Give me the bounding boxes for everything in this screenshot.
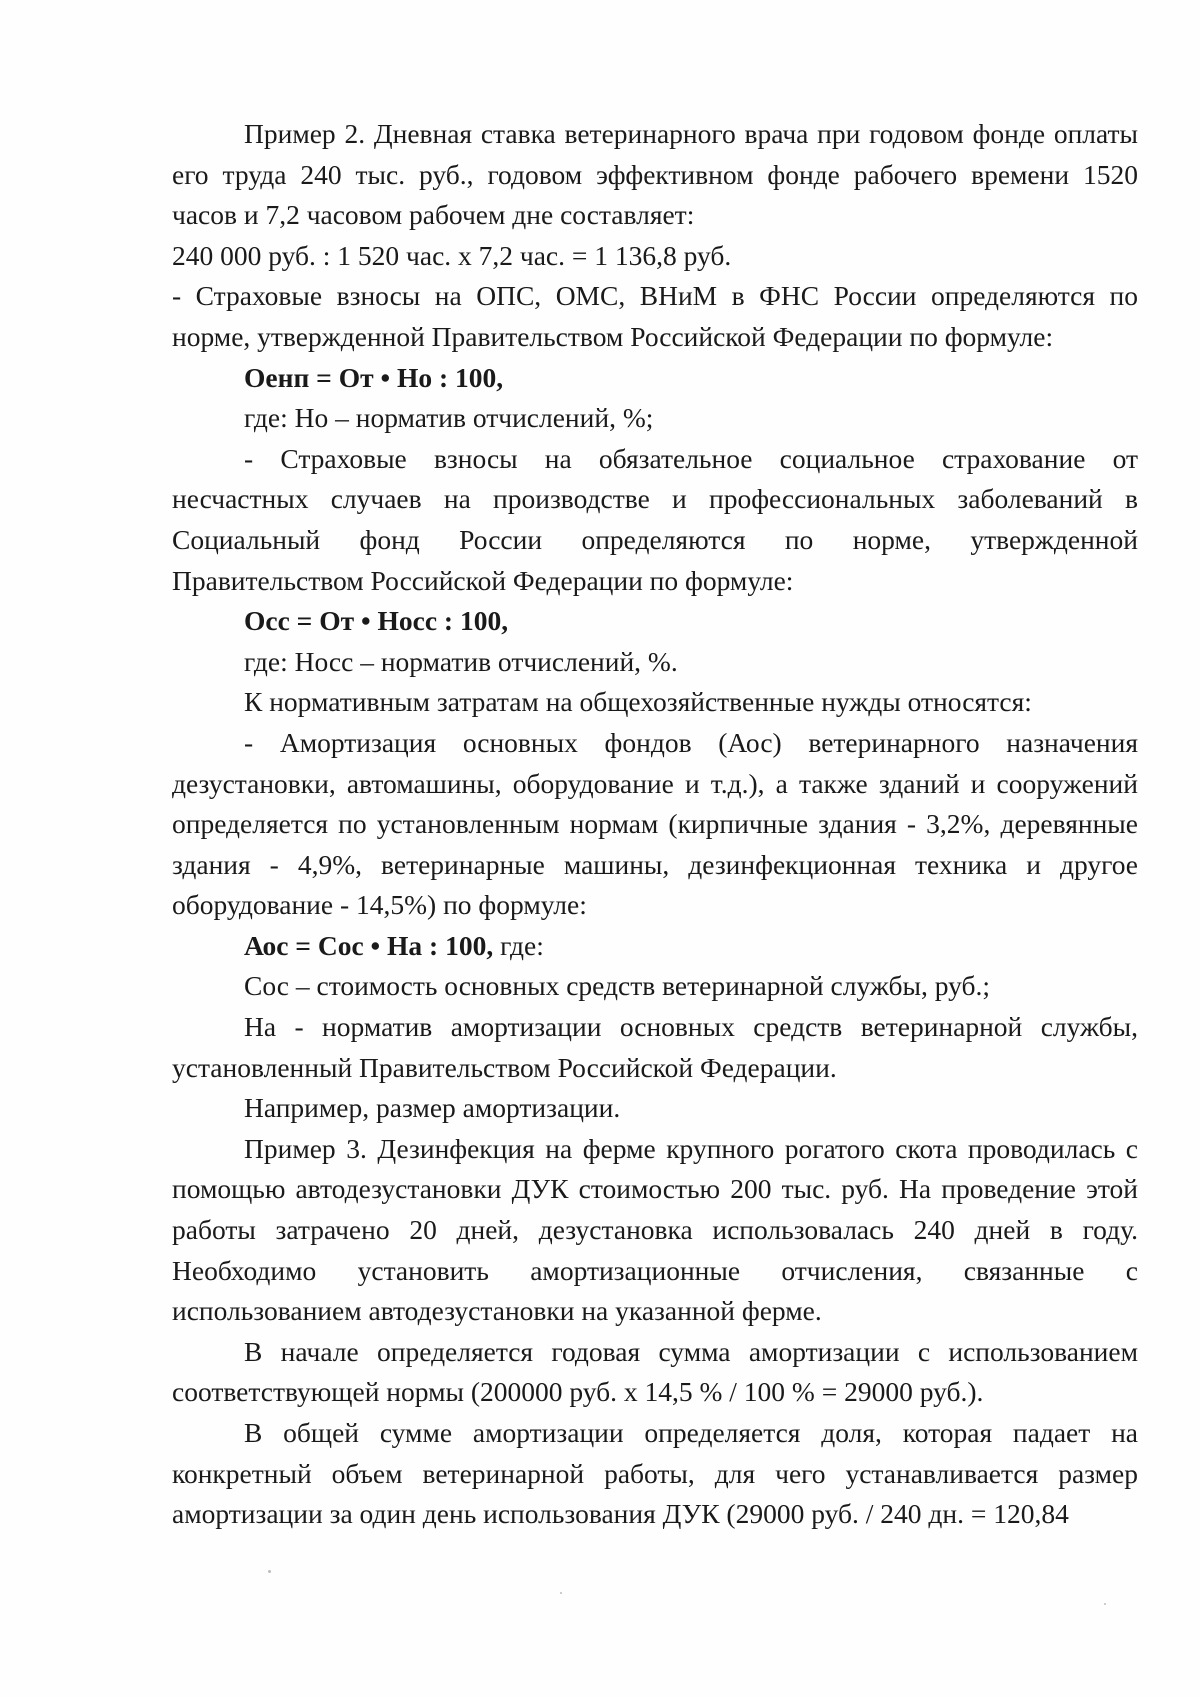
paragraph-example-3: Пример 3. Дезинфекция на ферме крупного рогатого скота проводилась с помощью автодезустановки ДУК стоимостью 200 тыс. руб. На проведение этой работы затрачено 20 дней, дезустановка использовалась 240 дней в году. Необходимо установить амортизационные отчисления, связанные с использованием автодезустановки на указанной ферме.: [172, 1132, 1138, 1327]
formula-aos: [172, 926, 1138, 967]
paragraph-where-no: где: Но – норматив отчислений, %;: [244, 402, 654, 434]
formula-oenp: Оенп = От • Но : 100,: [244, 361, 504, 393]
paragraph-insurance-social: - Страховые взносы на обязательное социальное страхование от несчастных случаев на производстве и профессиональных заболеваний в Социальный фонд России определяются по норме, утвержденной Правительством Российской Федерации по формуле:: [172, 442, 1138, 596]
paragraph-insurance-ops: - Страховые взносы на ОПС, ОМС, ВНиМ в ФНС России определяются по норме, утвержденной Правительством Российской Федерации по формуле:: [172, 280, 1138, 352]
formula-oss: Осс = От • Носс : 100,: [244, 605, 509, 637]
paragraph-where-sos: Сос – стоимость основных средств ветеринарной службы, руб.;: [244, 970, 990, 1002]
formula-aos-suffix: где:: [493, 929, 544, 961]
paragraph-share-depreciation: В общей сумме амортизации определяется доля, которая падает на конкретный объем ветеринарной работы, для чего устанавливается размер амортизации за один день использования ДУК (29000 руб. / 240 дн. = 120,84: [172, 1417, 1138, 1530]
paragraph-annual-depreciation: В начале определяется годовая сумма амортизации с использованием соответствующей нормы (200000 руб. х 14,5 % / 100 % = 29000 руб.).: [172, 1335, 1138, 1408]
paragraph-depreciation: - Амортизация основных фондов (Аос) ветеринарного назначения дезустановки, автомашины, оборудование и т.д.), а также зданий и сооружений определяется по установленным нормам (кирпичные здания - 3,2%, деревянные здания - 4,9%, ветеринарные машины, дезинфекционная техника и другое оборудование - 14,5%) по формуле:: [172, 726, 1138, 921]
scan-speck: [1104, 1603, 1106, 1605]
paragraph-where-noss: где: Носс – норматив отчислений, %.: [244, 645, 678, 677]
paragraph-example-2: Пример 2. Дневная ставка ветеринарного врача при годовом фонде оплаты его труда 240 тыс. руб., годовом эффективном фонде рабочего времени 1520 часов и 7,2 часовом рабочем дне составляет:: [172, 118, 1138, 231]
paragraph-for-example: Например, размер амортизации.: [244, 1092, 621, 1124]
paragraph-where-na: На - норматив амортизации основных средств ветеринарной службы, установленный Правительством Российской Федерации.: [172, 1011, 1138, 1083]
formula-aos-expression: Аос = Сос • На : 100,: [244, 929, 494, 961]
paragraph-normative-costs: К нормативным затратам на общехозяйственные нужды относятся:: [244, 686, 1032, 718]
paragraph-calculation: 240 000 руб. : 1 520 час. х 7,2 час. = 1 136,8 руб.: [172, 239, 732, 271]
scan-speck: [560, 1592, 562, 1594]
document-body: [172, 114, 1138, 1535]
scan-speck: [268, 1570, 271, 1573]
